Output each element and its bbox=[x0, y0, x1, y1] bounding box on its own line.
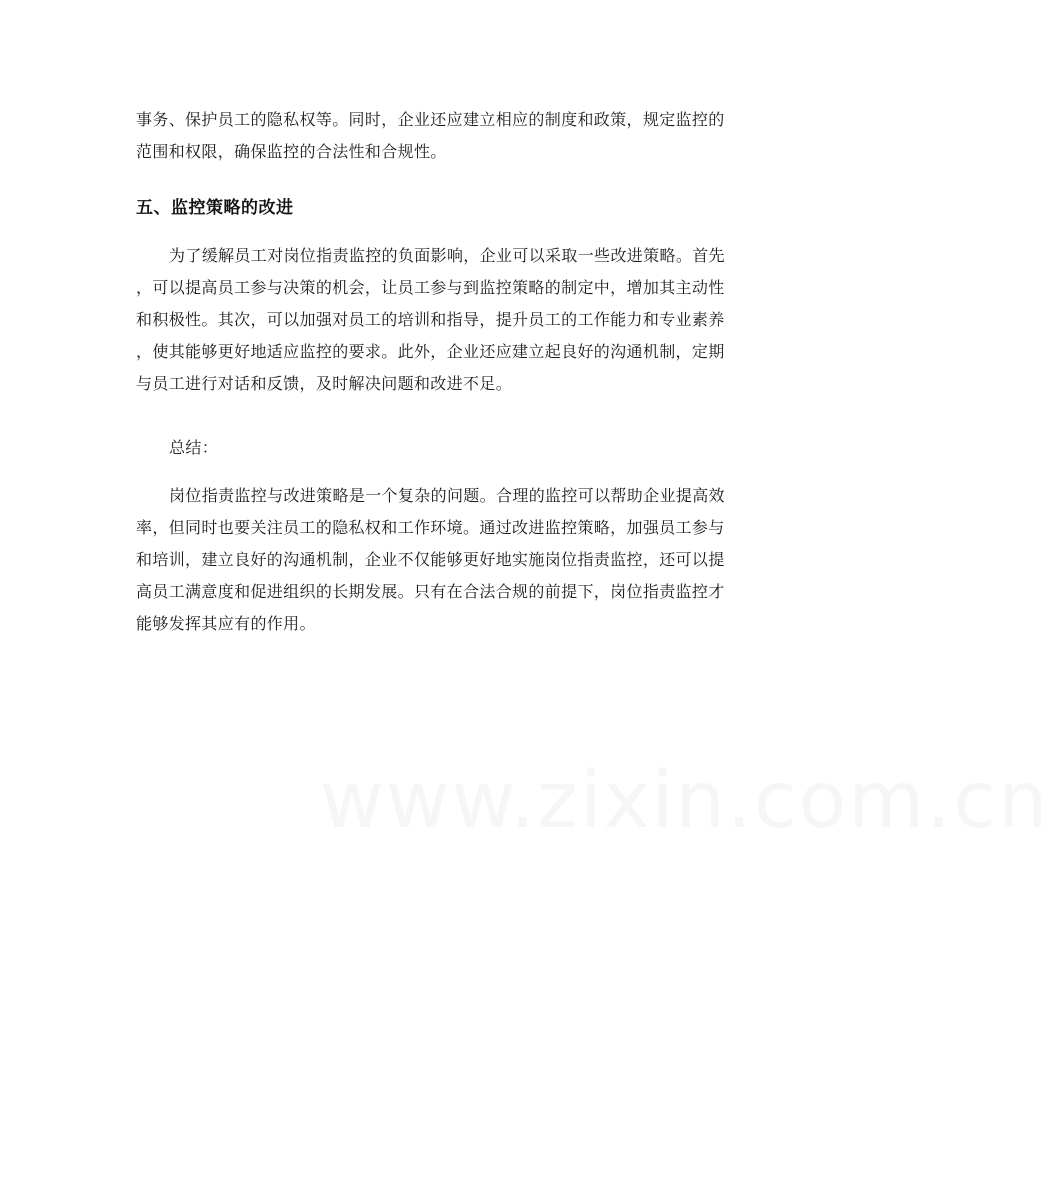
paragraph-summary bbox=[136, 480, 725, 640]
text-line: 总结： bbox=[169, 438, 219, 457]
text-line: 高员工满意度和促进组织的长期发展。只有在合法合规的前提下，岗位指责监控才 bbox=[136, 582, 725, 601]
text-line: 和积极性。其次，可以加强对员工的培训和指导，提升员工的工作能力和专业素养 bbox=[136, 310, 725, 329]
text-line: 与员工进行对话和反馈，及时解决问题和改进不足。 bbox=[136, 374, 513, 393]
text-line: 事务、保护员工的隐私权等。同时，企业还应建立相应的制度和政策，规定监控的 bbox=[136, 110, 725, 129]
text-line: 岗位指责监控与改进策略是一个复杂的问题。合理的监控可以帮助企业提高效 bbox=[169, 486, 725, 505]
text-line: 为了缓解员工对岗位指责监控的负面影响，企业可以采取一些改进策略。首先 bbox=[169, 246, 725, 265]
paragraph-privacy-continuation bbox=[136, 104, 725, 168]
text-line: 和培训，建立良好的沟通机制，企业不仅能够更好地实施岗位指责监控，还可以提 bbox=[136, 550, 725, 569]
text-line: ，可以提高员工参与决策的机会，让员工参与到监控策略的制定中，增加其主动性 bbox=[136, 278, 725, 297]
text-line: 能够发挥其应有的作用。 bbox=[136, 614, 316, 633]
text-line: ，使其能够更好地适应监控的要求。此外，企业还应建立起良好的沟通机制，定期 bbox=[136, 342, 725, 361]
text-line: 率，但同时也要关注员工的隐私权和工作环境。通过改进监控策略，加强员工参与 bbox=[136, 518, 725, 537]
summary-label bbox=[136, 432, 218, 464]
paragraph-improvement-strategies bbox=[136, 240, 725, 400]
text-line: 范围和权限，确保监控的合法性和合规性。 bbox=[136, 142, 447, 161]
watermark: www.zixin.com.cn bbox=[320, 756, 1049, 846]
section-heading: 五、监控策略的改进 bbox=[136, 198, 294, 218]
